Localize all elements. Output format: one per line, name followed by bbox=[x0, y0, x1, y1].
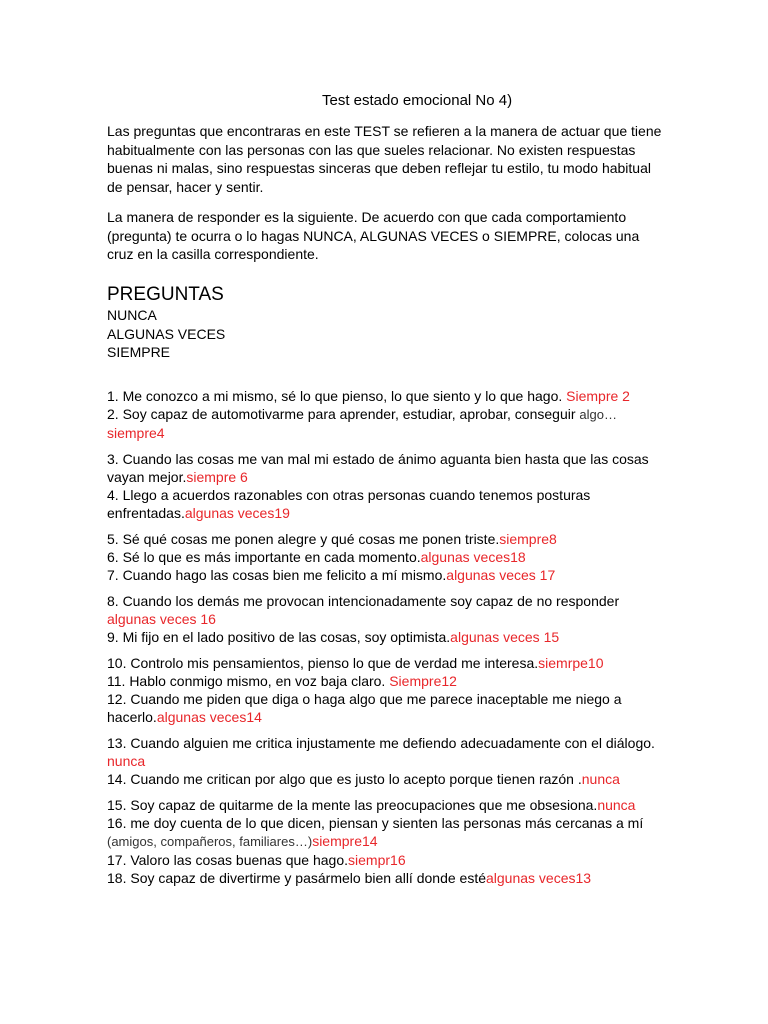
question-answer: algunas veces19 bbox=[184, 505, 290, 521]
question-text: 3. Cuando las cosas me van mal mi estado de ánimo aguanta bien hasta que las cosas vayan mejor. bbox=[107, 451, 649, 485]
question-text-small: (amigos, compañeros, familiares…) bbox=[107, 834, 313, 849]
question-group bbox=[107, 530, 667, 584]
option-algunas-veces: ALGUNAS VECES bbox=[107, 325, 226, 342]
question-answer: siempr16 bbox=[348, 852, 406, 868]
question-item bbox=[107, 672, 667, 690]
question-item bbox=[107, 869, 667, 887]
question-answer: Siempre 2 bbox=[566, 388, 630, 404]
option-nunca: NUNCA bbox=[107, 307, 157, 323]
question-answer: siempre14 bbox=[312, 833, 378, 849]
question-item bbox=[107, 405, 667, 442]
question-text-small: algo… bbox=[579, 407, 617, 422]
question-answer: siemrpe10 bbox=[538, 655, 604, 671]
instructions-paragraph: La manera de responder es la siguiente. De acuerdo con que cada comportamiento (pregunta) te ocurra o lo hagas NUNCA, ALGUNAS VECES o SIEMPRE, colocas una cruz en la casilla correspondiente. bbox=[107, 209, 640, 262]
answer-options-list bbox=[107, 306, 225, 362]
question-item bbox=[107, 548, 667, 566]
question-answer: nunca bbox=[107, 753, 146, 769]
question-answer: nunca bbox=[581, 771, 620, 787]
question-answer: algunas veces14 bbox=[156, 709, 262, 725]
intro-paragraph: Las preguntas que encontraras en este TEST se refieren a la manera de actuar que tiene habitualmente con las personas con las que sueles relacionar. No existen respuestas buenas ni malas, sino respuestas sinceras que deben reflejar tu estilo, tu modo habitual de pensar, hacer y sentir. bbox=[107, 123, 662, 195]
question-item bbox=[107, 566, 667, 584]
question-group bbox=[107, 734, 667, 788]
question-answer: algunas veces13 bbox=[486, 870, 592, 886]
question-text: 16. me doy cuenta de lo que dicen, piensan y sienten las personas más cercanas a mí bbox=[107, 815, 644, 831]
question-text: 18. Soy capaz de divertirme y pasármelo bien allí donde esté bbox=[107, 870, 486, 886]
question-item bbox=[107, 690, 667, 726]
question-group bbox=[107, 387, 667, 442]
question-item bbox=[107, 450, 667, 486]
question-group bbox=[107, 592, 667, 646]
question-answer: siempre8 bbox=[499, 531, 557, 547]
question-text: 11. Hablo conmigo mismo, en voz baja claro. bbox=[107, 673, 390, 689]
question-text: 15. Soy capaz de quitarme de la mente las preocupaciones que me obsesiona. bbox=[107, 797, 598, 813]
question-text: 2. Soy capaz de automotivarme para aprender, estudiar, aprobar, conseguir bbox=[107, 406, 580, 422]
question-answer: nunca bbox=[597, 797, 636, 813]
question-text: 5. Sé qué cosas me ponen alegre y qué cosas me ponen triste. bbox=[107, 531, 500, 547]
question-answer: algunas veces 17 bbox=[446, 567, 556, 583]
question-text: 4. Llego a acuerdos razonables con otras personas cuando tenemos posturas enfrentadas. bbox=[107, 487, 591, 521]
question-item bbox=[107, 796, 667, 814]
questions-list bbox=[107, 387, 667, 895]
question-answer: algunas veces18 bbox=[420, 549, 526, 565]
question-item bbox=[107, 734, 667, 770]
question-text: 10. Controlo mis pensamientos, pienso lo que de verdad me interesa. bbox=[107, 655, 539, 671]
question-answer: Siempre12 bbox=[389, 673, 457, 689]
question-answer: siempre4 bbox=[107, 425, 165, 441]
question-group bbox=[107, 450, 667, 522]
document-title: Test estado emocional No 4) bbox=[322, 92, 513, 109]
question-item bbox=[107, 770, 667, 788]
question-item bbox=[107, 814, 667, 851]
question-item bbox=[107, 387, 667, 405]
question-item bbox=[107, 654, 667, 672]
option-siempre: SIEMPRE bbox=[107, 344, 171, 360]
question-item bbox=[107, 628, 667, 646]
question-item bbox=[107, 530, 667, 548]
question-item bbox=[107, 592, 667, 628]
question-text: 14. Cuando me critican por algo que es justo lo acepto porque tienen razón . bbox=[107, 771, 582, 787]
question-text: 12. Cuando me piden que diga o haga algo que me parece inaceptable me niego a hacerlo. bbox=[107, 691, 622, 725]
question-text: 17. Valoro las cosas buenas que hago. bbox=[107, 852, 349, 868]
questions-heading: PREGUNTAS bbox=[107, 284, 224, 305]
question-answer: siempre 6 bbox=[186, 469, 248, 485]
question-text: 8. Cuando los demás me provocan intencionadamente soy capaz de no responder bbox=[107, 593, 620, 609]
question-text: 1. Me conozco a mi mismo, sé lo que pienso, lo que siento y lo que hago. bbox=[107, 388, 567, 404]
question-item bbox=[107, 486, 667, 522]
question-answer: algunas veces 16 bbox=[107, 611, 216, 627]
question-group bbox=[107, 654, 667, 726]
question-text: 13. Cuando alguien me critica injustamente me defiendo adecuadamente con el diálogo. bbox=[107, 735, 655, 751]
question-text: 9. Mi fijo en el lado positivo de las cosas, soy optimista. bbox=[107, 629, 451, 645]
question-answer: algunas veces 15 bbox=[450, 629, 560, 645]
question-item bbox=[107, 851, 667, 869]
question-text: 6. Sé lo que es más importante en cada momento. bbox=[107, 549, 421, 565]
question-text: 7. Cuando hago las cosas bien me felicito a mí mismo. bbox=[107, 567, 447, 583]
question-group bbox=[107, 796, 667, 887]
